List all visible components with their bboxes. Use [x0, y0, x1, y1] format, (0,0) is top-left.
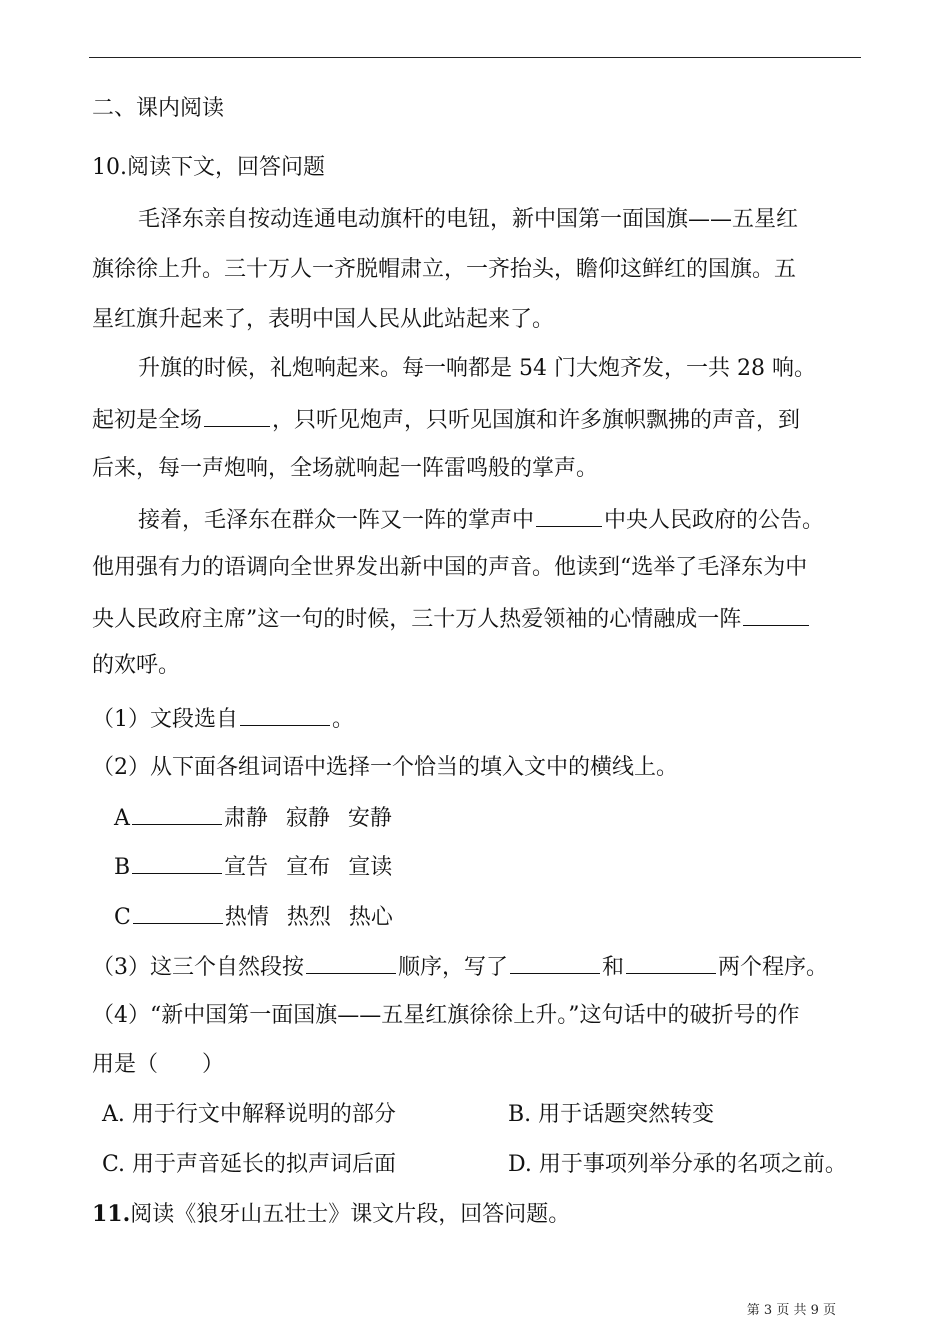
- subquestion-1: [92, 703, 354, 735]
- paragraph-3-line: [92, 603, 811, 635]
- choice-c[interactable]: C. 用于声音延长的拟声词后面: [102, 1152, 397, 1177]
- paragraph-2-line: 升旗的时候，礼炮响起来。每一响都是 54 门大炮齐发，一共 28 响。: [138, 356, 816, 381]
- paragraph-3-line: [138, 504, 824, 536]
- paragraph-text: ，只听见炮声，只听见国旗和许多旗帜飘拂的声音，到: [272, 408, 801, 433]
- paragraph-2-line: [92, 404, 800, 436]
- subquestion-text: 顺序，写了: [398, 955, 509, 980]
- question-number: 11.: [92, 1201, 131, 1227]
- option-word: 热心: [348, 905, 393, 930]
- paragraph-3-line: 他用强有力的语调向全世界发出新中国的声音。他读到“选举了毛泽东为中: [92, 555, 808, 580]
- question-11-heading: [92, 1199, 570, 1230]
- subquestion-text: 和: [602, 955, 625, 980]
- subquestion-3: [92, 951, 828, 983]
- fill-blank[interactable]: [743, 603, 809, 626]
- paragraph-1-line: 星红旗升起来了，表明中国人民从此站起来了。: [92, 307, 555, 332]
- paragraph-text: 接着，毛泽东在群众一阵又一阵的掌声中: [138, 508, 535, 533]
- section-title: 二、课内阅读: [92, 96, 225, 121]
- paragraph-text: 央人民政府主席”这一句的时候，三十万人热爱领袖的心情融成一阵: [92, 607, 742, 632]
- subquestion-text: （3）这三个自然段按: [92, 955, 304, 980]
- option-word: 寂静: [285, 806, 330, 831]
- paragraph-1-line: 毛泽东亲自按动连通电动旗杆的电钮，新中国第一面国旗——五星红: [138, 207, 799, 232]
- question-number: 10.: [92, 155, 127, 180]
- fill-blank[interactable]: [204, 404, 270, 427]
- header-rule: [89, 57, 861, 58]
- paragraph-text: 中央人民政府的公告。: [604, 508, 825, 533]
- word-option-b: [114, 851, 392, 883]
- answer-blank[interactable]: [132, 802, 222, 825]
- option-letter: A: [114, 806, 130, 831]
- fill-blank[interactable]: [536, 504, 602, 527]
- answer-blank[interactable]: [133, 901, 223, 924]
- paragraph-3-line: 的欢呼。: [92, 653, 181, 678]
- paragraph-1-line: 旗徐徐上升。三十万人一齐脱帽肃立，一齐抬头，瞻仰这鲜红的国旗。五: [92, 257, 797, 282]
- word-option-c: [114, 901, 393, 933]
- option-word: 热情: [224, 905, 269, 930]
- page-footer: 第 3 页 共 9 页: [746, 1303, 836, 1318]
- answer-blank[interactable]: [132, 851, 222, 874]
- question-10-heading: [92, 153, 325, 183]
- choice-a[interactable]: A. 用于行文中解释说明的部分: [102, 1102, 396, 1127]
- subquestion-2: （2）从下面各组词语中选择一个恰当的填入文中的横线上。: [92, 755, 678, 780]
- option-word: 安静: [347, 806, 392, 831]
- paragraph-2-line: 后来，每一声炮响，全场就响起一阵雷鸣般的掌声。: [92, 456, 599, 481]
- option-letter: C: [114, 905, 131, 930]
- option-word: 肃静: [223, 806, 268, 831]
- word-option-a: [114, 802, 392, 834]
- option-word: 宣读: [348, 855, 393, 880]
- subquestion-4-line: （4）“新中国第一面国旗——五星红旗徐徐上升。”这句话中的破折号的作: [92, 1003, 800, 1028]
- option-word: 宣布: [286, 855, 331, 880]
- answer-blank[interactable]: [510, 951, 600, 974]
- option-word: 宣告: [224, 855, 269, 880]
- question-prompt: 阅读下文，回答问题: [127, 155, 326, 180]
- subquestion-text: 两个程序。: [718, 955, 829, 980]
- choice-d[interactable]: D. 用于事项列举分承的名项之前。: [508, 1152, 847, 1177]
- option-letter: B: [114, 855, 131, 880]
- answer-blank[interactable]: [306, 951, 396, 974]
- question-prompt: 阅读《狼牙山五壮士》课文片段，回答问题。: [130, 1202, 571, 1227]
- subquestion-text: （1）文段选自: [92, 707, 238, 732]
- option-word: 热烈: [286, 905, 331, 930]
- answer-blank[interactable]: [240, 703, 330, 726]
- answer-blank[interactable]: [626, 951, 716, 974]
- subquestion-4-line: 用是（ ）: [92, 1052, 225, 1077]
- choice-b[interactable]: B. 用于话题突然转变: [508, 1102, 715, 1127]
- paragraph-text: 起初是全场: [92, 408, 203, 433]
- subquestion-text: 。: [332, 707, 355, 732]
